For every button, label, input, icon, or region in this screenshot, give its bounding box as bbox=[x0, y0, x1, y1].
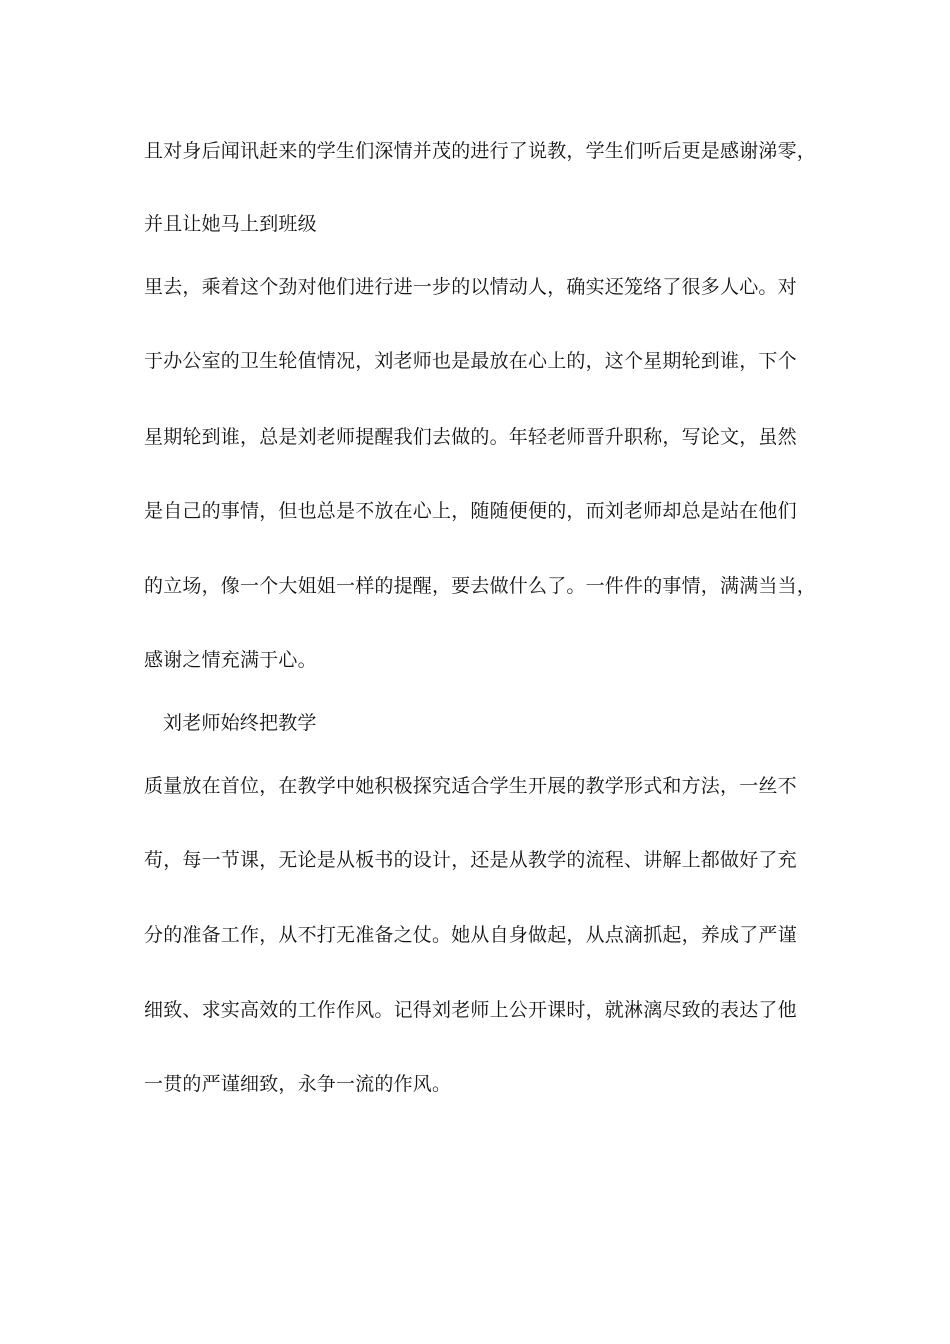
text-line: 的立场，像一个大姐姐一样的提醒，要去做什么了。一件件的事情，满满当当， bbox=[144, 575, 817, 597]
text-line: 质量放在首位，在教学中她积极探究适合学生开展的教学形式和方法，一丝不 bbox=[144, 775, 797, 797]
text-line: 苟，每一节课，无论是从板书的设计，还是从教学的流程、讲解上都做好了充 bbox=[144, 849, 797, 871]
text-line: 且对身后闻讯赶来的学生们深情并茂的进行了说教，学生们听后更是感谢涕零， bbox=[144, 140, 817, 162]
text-line: 一贯的严谨细致，永争一流的作风。 bbox=[144, 1073, 452, 1095]
text-line: 星期轮到谁，总是刘老师提醒我们去做的。年轻老师晋升职称，写论文，虽然 bbox=[144, 426, 797, 448]
text-line: 是自己的事情，但也总是不放在心上，随随便便的，而刘老师却总是站在他们 bbox=[144, 500, 797, 522]
text-line: 并且让她马上到班级 bbox=[144, 213, 317, 235]
paragraph-start-line: 刘老师始终把教学 bbox=[163, 712, 317, 734]
text-line: 细致、求实高效的工作作风。记得刘老师上公开课时，就淋漓尽致的表达了他 bbox=[144, 999, 797, 1021]
text-line: 于办公室的卫生轮值情况，刘老师也是最放在心上的，这个星期轮到谁，下个 bbox=[144, 350, 797, 372]
text-line: 里去，乘着这个劲对他们进行进一步的以情动人，确实还笼络了很多人心。对 bbox=[144, 276, 797, 298]
text-line: 感谢之情充满于心。 bbox=[144, 649, 317, 671]
text-line: 分的准备工作，从不打无准备之仗。她从自身做起，从点滴抓起，养成了严谨 bbox=[144, 924, 797, 946]
